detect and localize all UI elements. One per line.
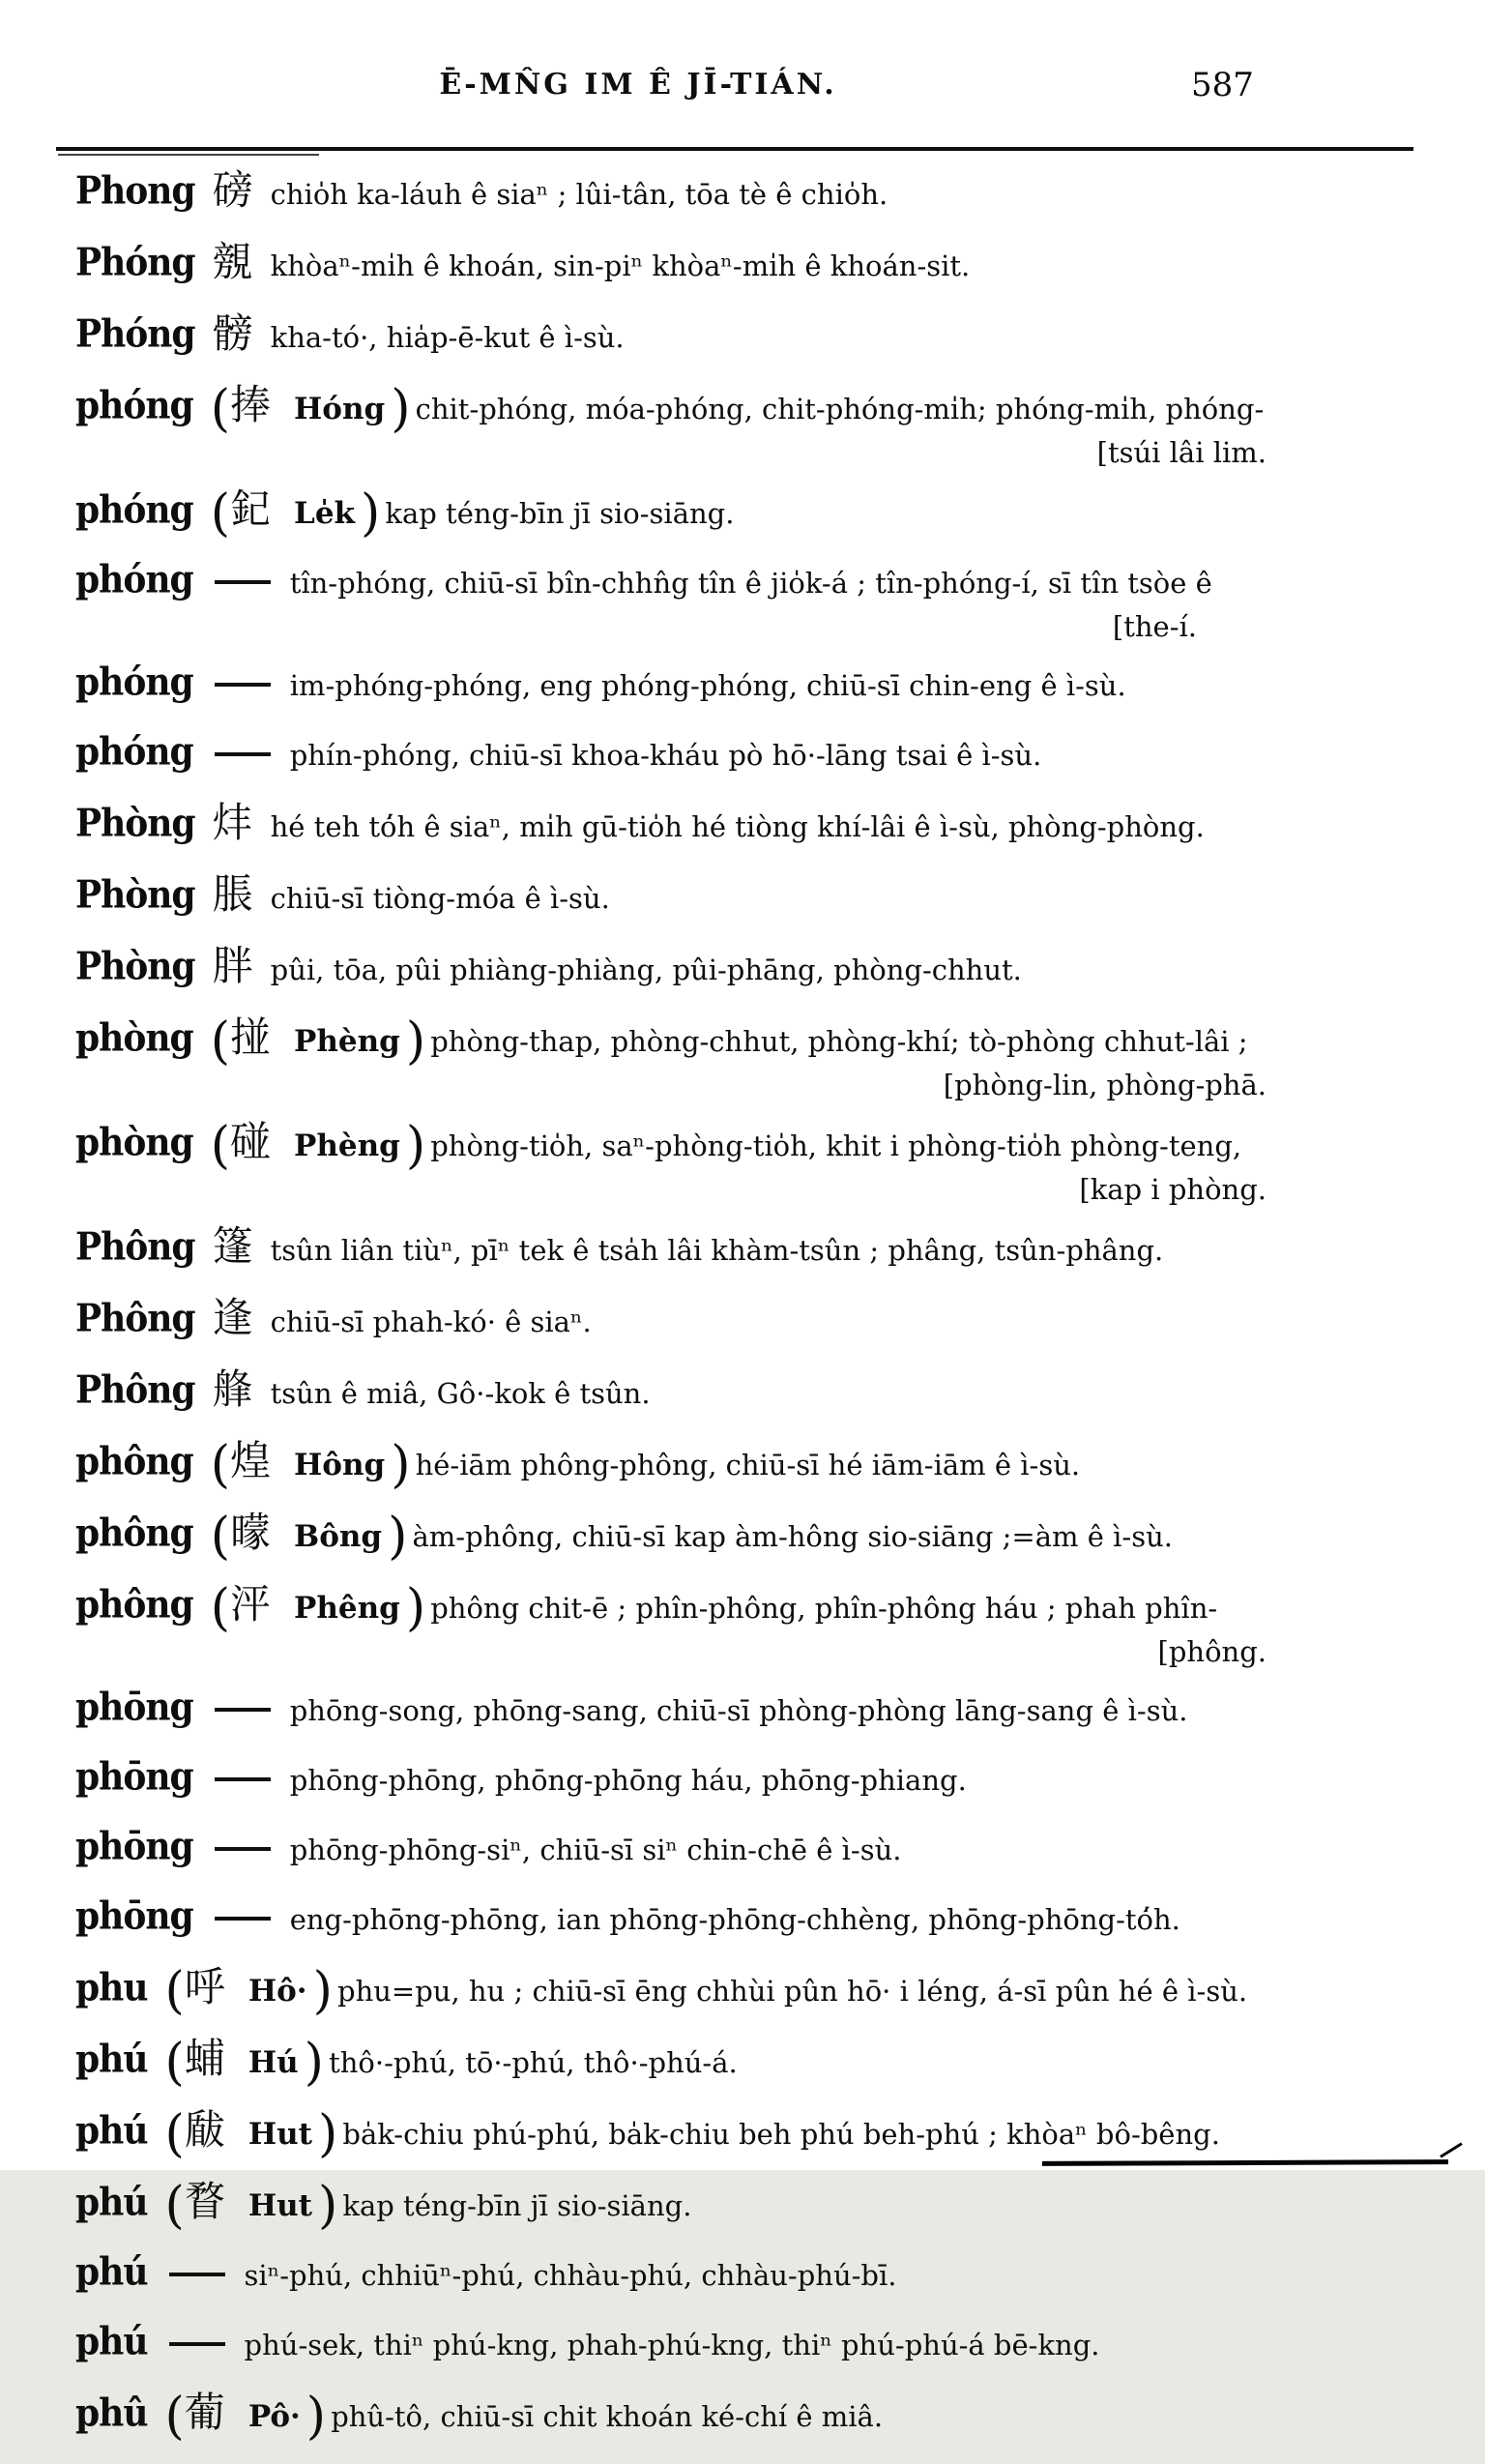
dictionary-entry (75, 2388, 1390, 2446)
dictionary-entry (75, 1222, 1390, 1276)
ditto-dash-icon (169, 2273, 225, 2276)
entry-definition: chio̍h ka-láuh ê siaⁿ ; lûi-tân, tōa tè ê chio̍h. (270, 178, 888, 211)
entry-headword: Phông (75, 1224, 195, 1269)
dictionary-entry (75, 2249, 1390, 2301)
entry-headword: phú (75, 2037, 148, 2081)
close-paren: ) (405, 1579, 426, 1637)
entry-main-line (75, 1685, 1390, 1736)
entry-main-line (75, 1508, 1390, 1566)
entry-hanzi: 脹 (212, 870, 255, 918)
dictionary-entry (75, 1962, 1390, 2020)
entry-main-line (75, 1754, 1390, 1805)
entry-hanzi: 磅 (212, 166, 255, 214)
close-paren: ) (318, 2105, 338, 2163)
header-rule (56, 147, 1413, 151)
ditto-dash-icon (169, 2342, 225, 2346)
entry-main-line (75, 2388, 1390, 2446)
close-paren: ) (318, 2177, 338, 2235)
ditto-dash-icon (215, 752, 271, 756)
dictionary-entry (75, 238, 1390, 291)
scan-artifact-tick (1440, 2142, 1463, 2157)
entry-definition: phu=pu, hu ; chiū-sī ēng chhùi pûn hō· i léng, á-sī pûn hé ê ì-sù. (337, 1975, 1248, 2008)
entry-definition: phín-phóng, chiū-sī khoa-kháu pò hō·-lāng tsai ê ì-sù. (289, 739, 1042, 772)
entry-definition: siⁿ-phú, chhiūⁿ-phú, chhàu-phú, chhàu-phú-bī. (244, 2259, 897, 2292)
entry-continuation: [phòng-lin, phòng-phā. (943, 1069, 1267, 1101)
entry-main-line (75, 2319, 1390, 2370)
entry-headword: Phông (75, 1367, 195, 1412)
entry-hanzi: 掽 (230, 1013, 274, 1061)
entry-headword: phu (75, 1965, 148, 2009)
open-paren: ( (210, 1579, 230, 1637)
entry-hanzi: 胖 (212, 942, 255, 989)
entry-definition: tsûn liân tiùⁿ, pīⁿ tek ê tsa̍h lâi khàm-tsûn ; phâng, tsûn-phâng. (270, 1234, 1164, 1267)
dictionary-entry (75, 1685, 1390, 1736)
entry-mandarin-reading: Bông (294, 1519, 383, 1554)
close-paren: ) (304, 2034, 324, 2092)
entry-hanzi: 蜅 (184, 2035, 227, 2082)
close-paren: ) (306, 2388, 327, 2446)
entry-main-line (75, 660, 1390, 711)
entry-hanzi: 泙 (230, 1580, 274, 1628)
open-paren: ( (210, 484, 230, 543)
entry-main-line (75, 1962, 1390, 2020)
entry-hanzi: 炐 (212, 799, 255, 846)
close-paren: ) (391, 380, 411, 438)
page-number: 587 (1191, 66, 1254, 104)
entry-definition: tîn-phóng, chiū-sī bîn-chhn̂g tîn ê jio̍k-á ; tîn-phóng-í, sī tîn tsòe ê (289, 567, 1212, 600)
entry-main-line (75, 1893, 1390, 1945)
entry-definition: eng-phōng-phōng, ian phōng-phōng-chhèng, phōng-phōng-tó̍h. (289, 1903, 1180, 1936)
dictionary-entry (75, 660, 1390, 711)
entry-main-line (75, 1436, 1390, 1494)
header-rule-shadow (58, 154, 319, 156)
entry-definition: chiū-sī phah-kó· ê siaⁿ. (270, 1305, 592, 1338)
close-paren: ) (312, 1962, 333, 2020)
dictionary-entry (75, 380, 1390, 469)
dictionary-entry (75, 1012, 1390, 1101)
entry-definition: phōng-phōng, phōng-phōng háu, phōng-phiang. (289, 1764, 967, 1797)
entry-headword: phông (75, 1582, 193, 1627)
close-paren: ) (361, 484, 381, 543)
entry-definition: chiū-sī tiòng-móa ê ì-sù. (270, 882, 610, 915)
entry-headword: Phòng (75, 872, 195, 917)
entry-definition: phōng-phōng-siⁿ, chiū-sī siⁿ chin-chē ê ì-sù. (289, 1833, 902, 1866)
entry-definition: chit-phóng, móa-phóng, chit-phóng-mi̍h; phóng-mi̍h, phóng- (415, 393, 1265, 425)
open-paren: ( (210, 1508, 230, 1566)
entry-continuation: [phông. (1157, 1635, 1267, 1668)
close-paren: ) (388, 1508, 408, 1566)
entry-hanzi: 逢 (212, 1294, 255, 1341)
dictionary-entry (75, 1508, 1390, 1566)
dictionary-entry (75, 1893, 1390, 1945)
entry-main-line (75, 799, 1390, 852)
dictionary-entry (75, 942, 1390, 995)
entry-main-line (75, 1365, 1390, 1419)
entry-headword: phú (75, 2108, 148, 2153)
entry-headword: Phóng (75, 240, 195, 284)
entry-main-line (75, 1824, 1390, 1875)
entry-mandarin-reading: Hut (248, 2188, 312, 2223)
entry-mandarin-reading: Phèng (294, 1024, 400, 1059)
entry-definition: hé-iām phông-phông, chiū-sī hé iām-iām ê ì-sù. (415, 1449, 1081, 1481)
entry-mandarin-reading: Le̍k (294, 496, 356, 531)
entry-definition: tsûn ê miâ, Gô·-kok ê tsûn. (270, 1377, 651, 1410)
entry-main-line (75, 238, 1390, 291)
close-paren: ) (391, 1436, 411, 1494)
dictionary-entry (75, 799, 1390, 852)
ditto-dash-icon (215, 1917, 271, 1921)
entry-headword: phú (75, 2249, 148, 2294)
ditto-dash-icon (215, 580, 271, 584)
dictionary-entry (75, 2319, 1390, 2370)
entry-definition: phòng-tio̍h, saⁿ-phòng-tio̍h, khit i phòng-tio̍h phòng-teng, (430, 1129, 1242, 1162)
entry-continuation: [the-í. (1112, 610, 1197, 643)
entry-headword: Phong (75, 168, 195, 213)
open-paren: ( (210, 1117, 230, 1175)
entry-definition: thô·-phú, tō·-phú, thô·-phú-á. (329, 2046, 738, 2079)
entry-headword: phóng (75, 383, 193, 427)
entry-headword: Phòng (75, 801, 195, 845)
entry-mandarin-reading: Phèng (294, 1129, 400, 1163)
entry-mandarin-reading: Hóng (294, 392, 386, 426)
entry-definition: ba̍k-chiu phú-phú, ba̍k-chiu beh phú beh-phú ; khòaⁿ bô-bêng. (342, 2118, 1220, 2151)
entry-headword: phóng (75, 660, 193, 704)
entry-mandarin-reading: Hô· (248, 1974, 307, 2009)
entry-main-line (75, 380, 1390, 438)
entry-mandarin-reading: Phêng (294, 1591, 400, 1626)
entry-definition: kha-tó·, hia̍p-ē-kut ê ì-sù. (270, 321, 625, 354)
entry-headword: phóng (75, 729, 193, 774)
entry-headword: phōng (75, 1824, 193, 1868)
dictionary-entry (75, 1365, 1390, 1419)
entry-main-line (75, 1294, 1390, 1347)
entry-main-line (75, 1579, 1390, 1637)
entry-main-line (75, 1117, 1390, 1175)
entry-hanzi: 覫 (212, 238, 255, 285)
ditto-dash-icon (215, 1777, 271, 1781)
dictionary-entry (75, 2034, 1390, 2092)
entry-definition: kap téng-bīn jī sio-siāng. (342, 2189, 692, 2222)
close-paren: ) (405, 1012, 426, 1071)
dictionary-entry (75, 2177, 1390, 2235)
ditto-dash-icon (215, 683, 271, 687)
entry-main-line (75, 1012, 1390, 1071)
entry-headword: phòng (75, 1120, 193, 1164)
entry-definition: phû-tô, chiū-sī chit khoán ké-chí ê miâ. (331, 2400, 884, 2433)
entry-headword: phú (75, 2180, 148, 2224)
dictionary-entry (75, 1436, 1390, 1494)
entry-definition: phōng-song, phōng-sang, chiū-sī phòng-phòng lāng-sang ê ì-sù. (289, 1694, 1188, 1727)
entry-mandarin-reading: Hông (294, 1448, 386, 1482)
entry-headword: phú (75, 2319, 148, 2363)
entry-headword: phông (75, 1511, 193, 1555)
entry-continuation: [tsúi lâi lim. (1096, 436, 1267, 469)
entry-definition: khòaⁿ-mi̍h ê khoán, sin-piⁿ khòaⁿ-mi̍h ê khoán-sit. (270, 249, 971, 282)
close-paren: ) (405, 1117, 426, 1175)
dictionary-entry (75, 309, 1390, 363)
entry-main-line (75, 2034, 1390, 2092)
open-paren: ( (164, 2105, 185, 2163)
entry-headword: phóng (75, 557, 193, 601)
entry-main-line (75, 2105, 1390, 2163)
open-paren: ( (164, 2177, 185, 2235)
entry-main-line (75, 870, 1390, 924)
dictionary-entry (75, 1579, 1390, 1668)
entry-main-line (75, 729, 1390, 780)
entry-mandarin-reading: Pô· (248, 2399, 301, 2434)
entry-headword: phōng (75, 1893, 193, 1938)
entry-headword: phōng (75, 1685, 193, 1729)
entry-headword: Phông (75, 1296, 195, 1340)
entry-main-line (75, 1222, 1390, 1276)
entry-hanzi: 呼 (184, 1963, 227, 2010)
entry-definition: kap téng-bīn jī sio-siāng. (385, 497, 735, 530)
dictionary-entry (75, 1754, 1390, 1805)
entry-hanzi: 葡 (184, 2389, 227, 2436)
entry-main-line (75, 2177, 1390, 2235)
dictionary-entry (75, 870, 1390, 924)
entry-main-line (75, 309, 1390, 363)
entry-main-line (75, 942, 1390, 995)
entry-definition: àm-phông, chiū-sī kap àm-hông sio-siāng ;=àm ê ì-sù. (412, 1520, 1173, 1553)
entry-hanzi: 髈 (212, 309, 255, 357)
entry-headword: Phóng (75, 311, 195, 356)
dictionary-entry (75, 1824, 1390, 1875)
entry-main-line (75, 484, 1390, 543)
entry-definition: phông chit-ē ; phîn-phông, phîn-phông háu ; phah phîn- (430, 1592, 1218, 1625)
dictionary-entry (75, 1117, 1390, 1206)
open-paren: ( (210, 1436, 230, 1494)
entry-hanzi: 艂 (212, 1365, 255, 1413)
entry-headword: phông (75, 1439, 193, 1483)
entry-hanzi: 曚 (230, 1509, 274, 1556)
entry-list (75, 166, 1390, 2464)
open-paren: ( (164, 2034, 185, 2092)
entry-definition: im-phóng-phóng, eng phóng-phóng, chiū-sī chin-eng ê ì-sù. (289, 669, 1126, 702)
entry-mandarin-reading: Hú (248, 2045, 299, 2080)
entry-main-line (75, 2249, 1390, 2301)
entry-hanzi: 煌 (230, 1437, 274, 1484)
ditto-dash-icon (215, 1708, 271, 1712)
entry-definition: hé teh tó̍h ê siaⁿ, mi̍h gū-tio̍h hé tiòng khí-lâi ê ì-sù, phòng-phòng. (270, 810, 1205, 843)
open-paren: ( (164, 1962, 185, 2020)
entry-hanzi: 瞀 (184, 2178, 227, 2225)
entry-hanzi: 捧 (230, 381, 274, 428)
entry-continuation: [kap i phòng. (1079, 1173, 1267, 1206)
dictionary-entry (75, 484, 1390, 543)
entry-definition: phòng-thap, phòng-chhut, phòng-khí; tò-phòng chhut-lâi ; (430, 1025, 1248, 1058)
dictionary-entry (75, 557, 1390, 643)
dictionary-entry (75, 2105, 1390, 2163)
page-title: Ē-MN̂G IM Ê JĪ-TIÁN. (439, 68, 837, 102)
dictionary-entry (75, 166, 1390, 220)
entry-hanzi: 碰 (230, 1118, 274, 1165)
entry-headword: phōng (75, 1754, 193, 1799)
entry-main-line (75, 557, 1390, 608)
entry-headword: phòng (75, 1015, 193, 1060)
entry-definition: pûi, tōa, pûi phiàng-phiàng, pûi-phāng, phòng-chhut. (270, 953, 1022, 986)
entry-definition: phú-sek, thiⁿ phú-kng, phah-phú-kng, thiⁿ phú-phú-á bē-kng. (244, 2329, 1100, 2361)
entry-mandarin-reading: Hut (248, 2117, 312, 2152)
open-paren: ( (210, 1012, 230, 1071)
dictionary-entry (75, 1294, 1390, 1347)
open-paren: ( (164, 2388, 185, 2446)
ditto-dash-icon (215, 1847, 271, 1851)
entry-headword: phóng (75, 487, 193, 532)
entry-hanzi: 𨥈 (230, 485, 274, 533)
entry-hanzi: 篷 (212, 1222, 255, 1270)
entry-hanzi: 瞂 (184, 2106, 227, 2154)
dictionary-entry (75, 729, 1390, 780)
entry-headword: Phòng (75, 944, 195, 988)
open-paren: ( (210, 380, 230, 438)
entry-headword: phû (75, 2391, 148, 2435)
entry-main-line (75, 166, 1390, 220)
